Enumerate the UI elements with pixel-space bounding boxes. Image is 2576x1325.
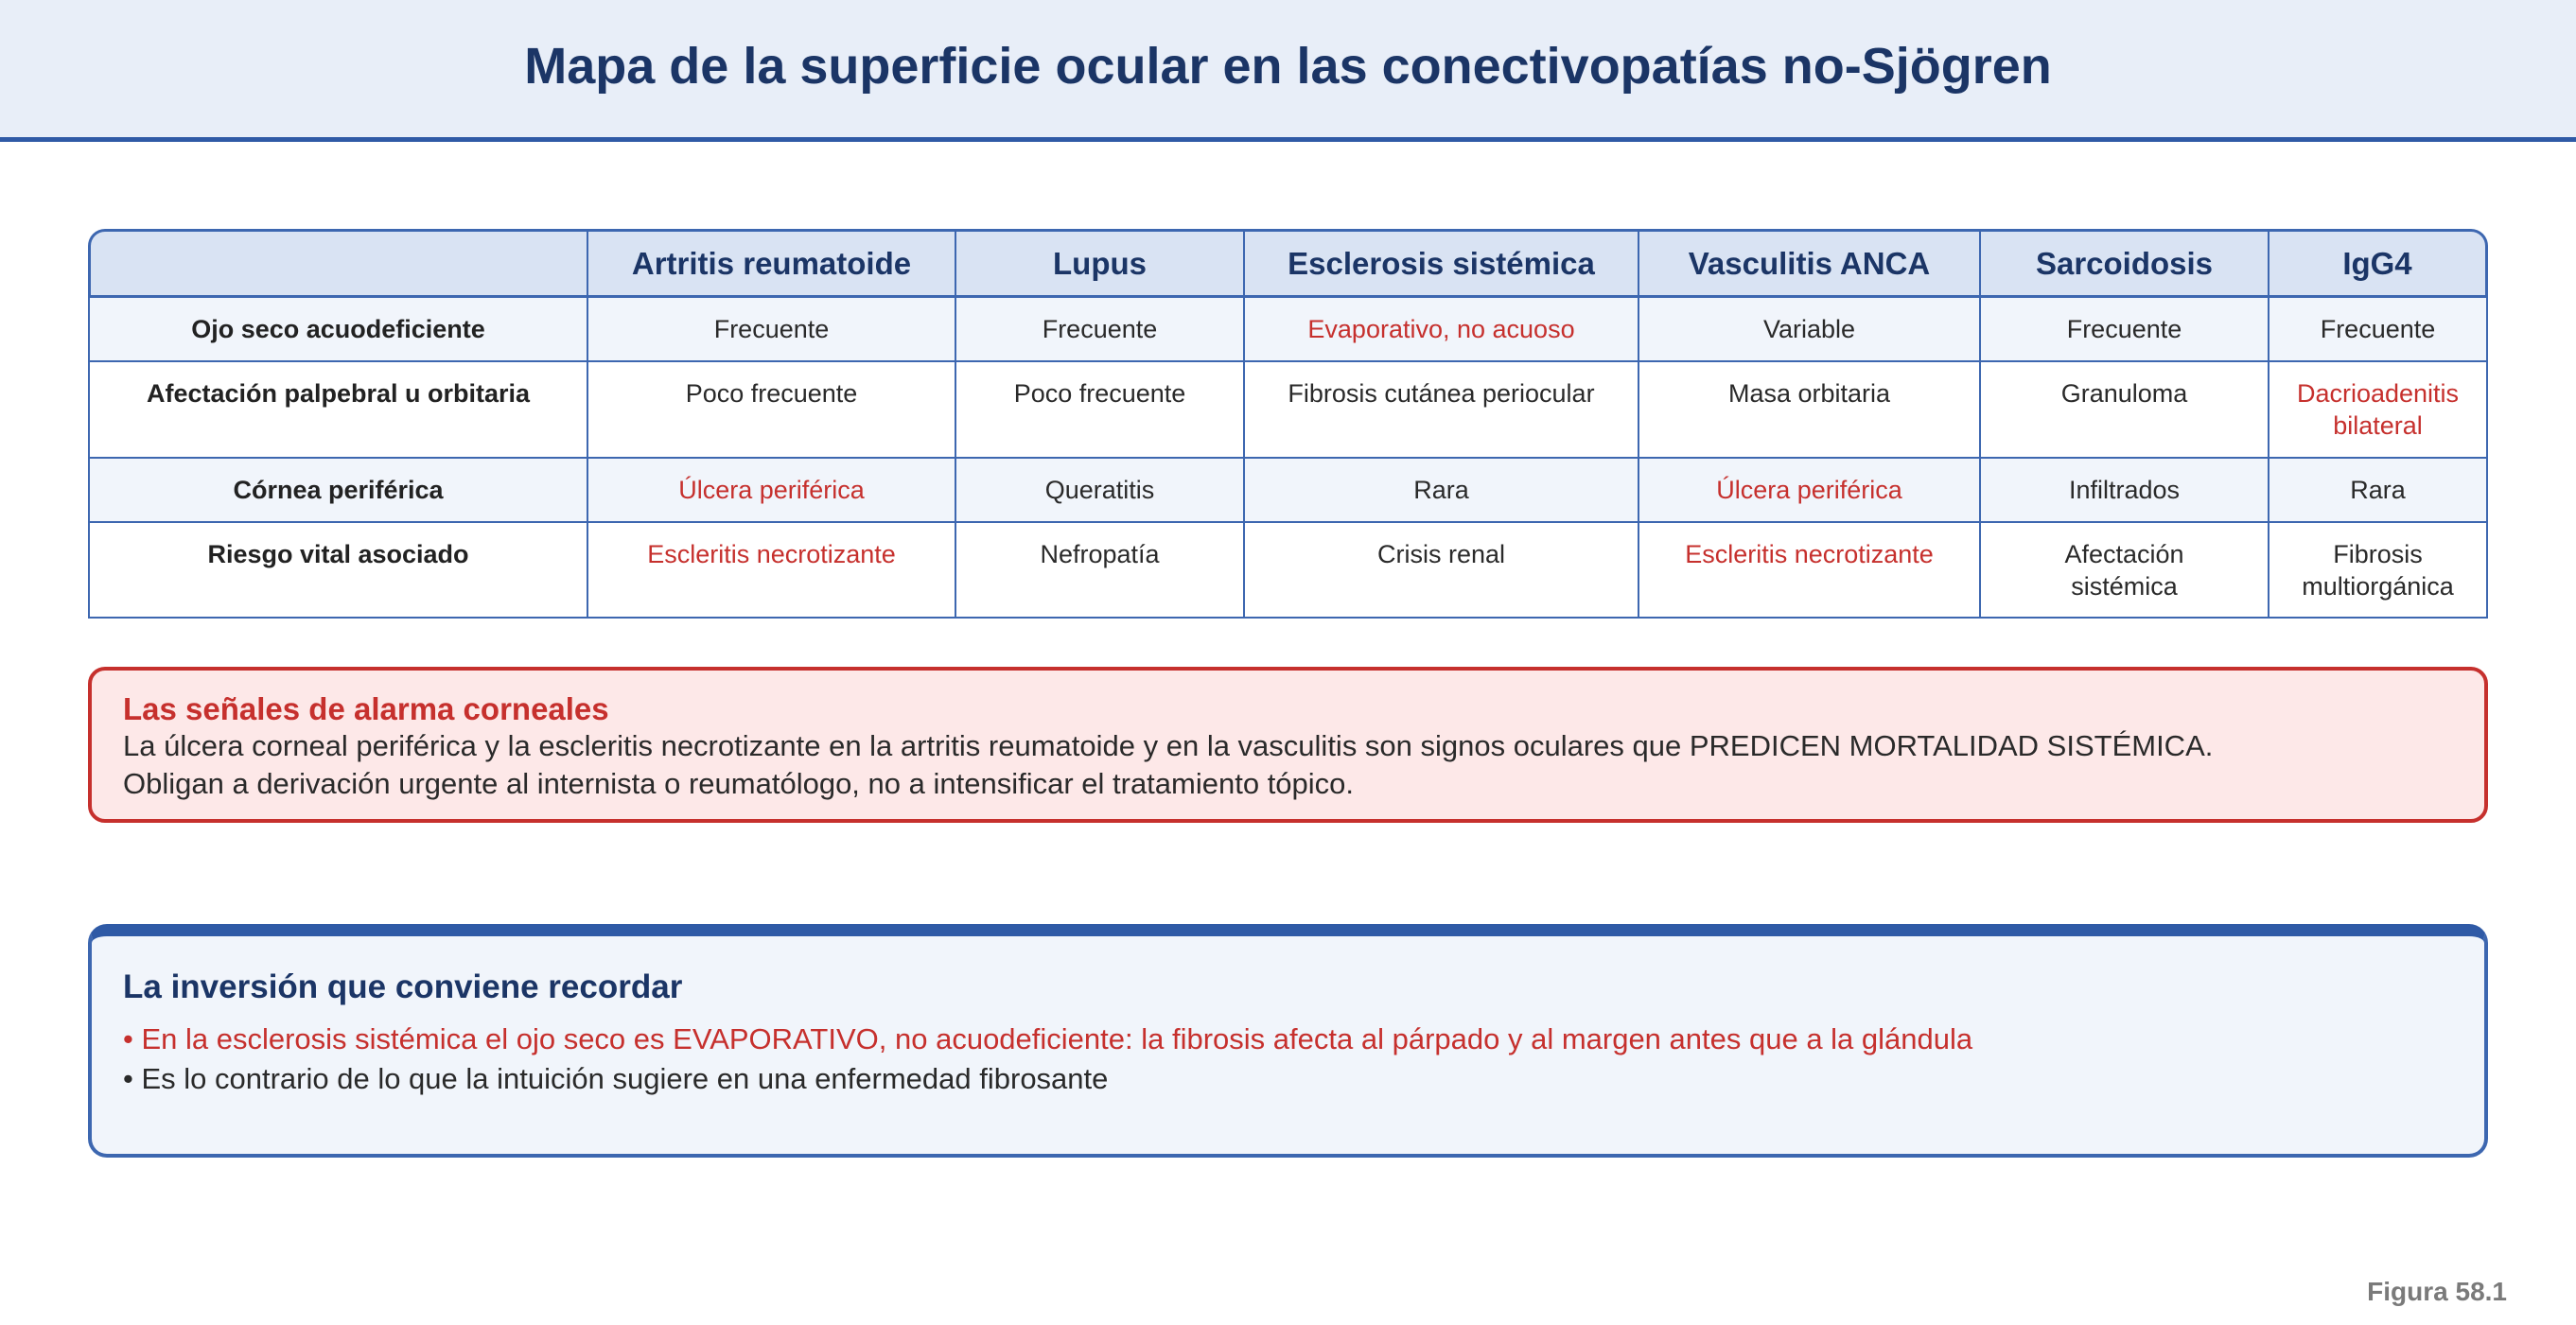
page-header xyxy=(0,0,2576,142)
table-cell: Infiltrados xyxy=(1981,459,2269,523)
row-header: Riesgo vital asociado xyxy=(88,523,588,619)
table-cell: Poco frecuente xyxy=(956,362,1245,459)
table-cell: Crisis renal xyxy=(1245,523,1639,619)
table-cell: Masa orbitaria xyxy=(1639,362,1981,459)
table-cell: Frecuente xyxy=(588,298,956,362)
table-cell: Rara xyxy=(1245,459,1639,523)
table-cell: Fibrosis cutánea periocular xyxy=(1245,362,1639,459)
table-cell: Frecuente xyxy=(1981,298,2269,362)
table-cell: Variable xyxy=(1639,298,1981,362)
table-cell: Fibrosis multiorgánica xyxy=(2269,523,2488,619)
column-header-artritis: Artritis reumatoide xyxy=(588,229,956,298)
note-title: La inversión que conviene recordar xyxy=(123,968,683,1005)
table-cell: Evaporativo, no acuoso xyxy=(1245,298,1639,362)
row-header: Afectación palpebral u orbitaria xyxy=(88,362,588,459)
table-row xyxy=(88,298,2488,362)
row-header: Ojo seco acuodeficiente xyxy=(88,298,588,362)
table-row xyxy=(88,459,2488,523)
table-cell: Frecuente xyxy=(2269,298,2488,362)
table-cell: Poco frecuente xyxy=(588,362,956,459)
table-cell: Úlcera periférica xyxy=(1639,459,1981,523)
table-header-empty xyxy=(88,229,588,298)
row-header: Córnea periférica xyxy=(88,459,588,523)
alert-text-line: La úlcera corneal periférica y la escleritis necrotizante en la artritis reumatoide y en la vasculitis son signos oculares que PREDICEN MORTALIDAD SISTÉMICA. xyxy=(123,729,2214,762)
column-header-esclerosis: Esclerosis sistémica xyxy=(1245,229,1639,298)
alert-box xyxy=(88,667,2488,823)
table-cell: Dacrioadenitis bilateral xyxy=(2269,362,2488,459)
table-cell: Escleritis necrotizante xyxy=(588,523,956,619)
table-cell: Frecuente xyxy=(956,298,1245,362)
note-box xyxy=(88,924,2488,1158)
table-header-row xyxy=(88,229,2488,298)
table-row xyxy=(88,523,2488,619)
table-cell: Afectación sistémica xyxy=(1981,523,2269,619)
alert-title: Las señales de alarma corneales xyxy=(123,691,609,726)
comparison-table xyxy=(88,229,2488,619)
table-cell: Granuloma xyxy=(1981,362,2269,459)
table-cell: Úlcera periférica xyxy=(588,459,956,523)
table-cell: Nefropatía xyxy=(956,523,1245,619)
figure-label: Figura 58.1 xyxy=(2367,1277,2507,1306)
column-header-lupus: Lupus xyxy=(956,229,1245,298)
table-cell: Rara xyxy=(2269,459,2488,523)
column-header-sarcoidosis: Sarcoidosis xyxy=(1981,229,2269,298)
table-cell: Escleritis necrotizante xyxy=(1639,523,1981,619)
table-cell: Queratitis xyxy=(956,459,1245,523)
note-bullet: • Es lo contrario de lo que la intuición sugiere en una enfermedad fibrosante xyxy=(123,1062,1109,1095)
column-header-igg4: IgG4 xyxy=(2269,229,2488,298)
table-row xyxy=(88,362,2488,459)
alert-text-line: Obligan a derivación urgente al internista o reumatólogo, no a intensificar el tratamiento tópico. xyxy=(123,767,1355,800)
page-title: Mapa de la superficie ocular en las conectivopatías no-Sjögren xyxy=(524,38,2052,95)
column-header-vasculitis: Vasculitis ANCA xyxy=(1639,229,1981,298)
note-bullet: • En la esclerosis sistémica el ojo seco es EVAPORATIVO, no acuodeficiente: la fibrosis afecta al párpado y al margen antes que a la glándula xyxy=(123,1022,1973,1055)
